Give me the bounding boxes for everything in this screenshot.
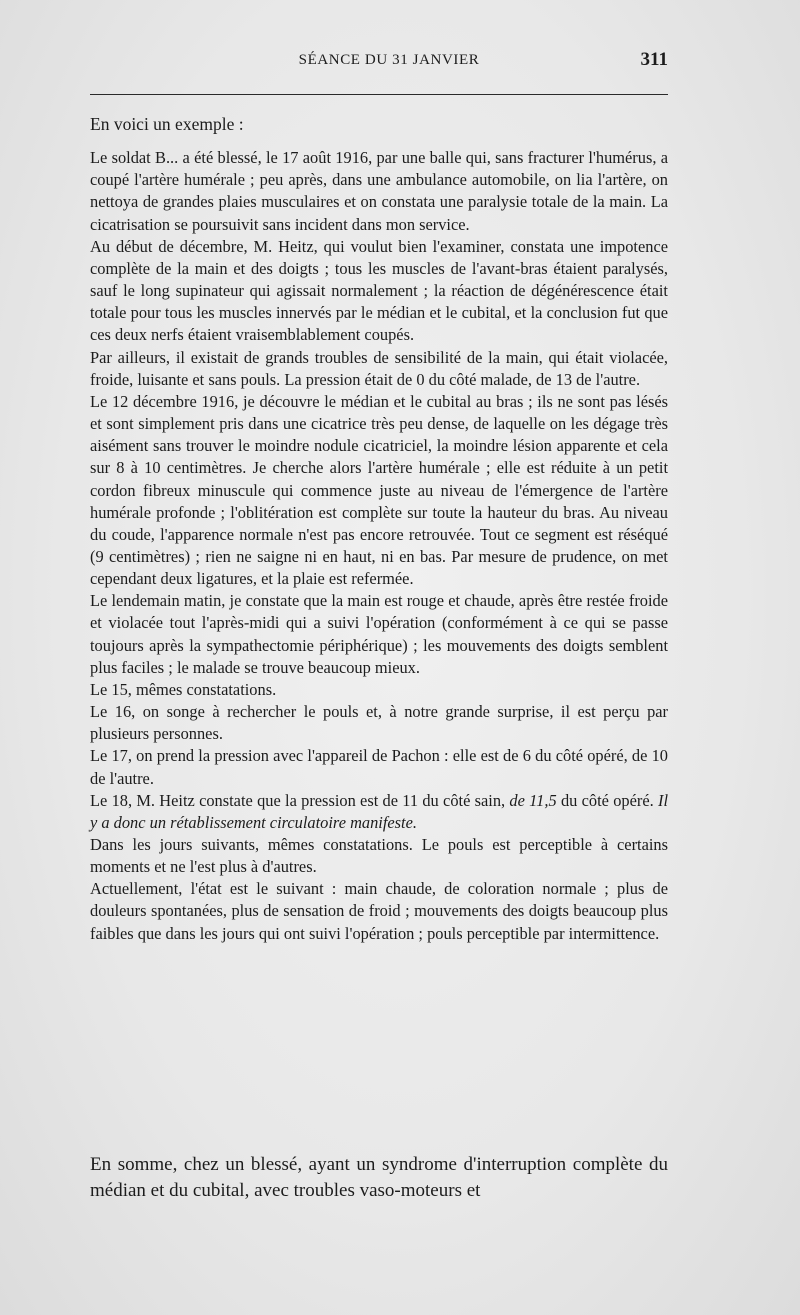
paragraph-18-italic-end: Il y a donc un rétablissement circulatoire manifeste. xyxy=(90,790,668,832)
header-rule xyxy=(90,94,668,95)
paragraph: Le 12 décembre 1916, je découvre le médian et le cubital au bras ; ils ne sont pas lésés et sont simplement pris dans une cicatrice très peu dense, de laquelle on les dégage très aisément sans trouver le moindre nodule cicatriciel, la moindre lésion apparente et cela sur 8 à 10 centimètres. Je cherche alors l'artère humérale ; elle est réduite à un petit cordon fibreux minuscule qui commence juste au niveau de l'émergence de l'artère humérale profonde ; l'oblitération est complète sur toute la hauteur du bras. Au niveau du coude, l'apparence normale n'est pas encore retrouvée. Tout ce segment est réséqué (9 centimètres) ; rien ne saigne ni en haut, ni en bas. Par mesure de prudence, on met cependant deux ligatures, et la plaie est refermée. xyxy=(90,391,668,589)
paragraph: Actuellement, l'état est le suivant : main chaude, de coloration normale ; plus de douleurs spontanées, plus de sensation de froid ; mouvements des doigts beaucoup plus faibles que dans les jours qui ont suivi l'opération ; pouls perceptible par intermittence. xyxy=(90,879,668,943)
paragraph-pressure-result xyxy=(90,790,668,834)
paragraph-18-italic-value: de 11,5 xyxy=(509,790,557,810)
paragraph: Le 15, mêmes constatations. xyxy=(90,679,277,699)
running-title: SÉANCE DU 31 JANVIER xyxy=(298,52,480,68)
body-text xyxy=(90,113,668,945)
paragraph: Le soldat B... a été blessé, le 17 août 1916, par une balle qui, sans fracturer l'humérus, a coupé l'artère humérale ; peu après, dans une ambulance automobile, on lia l'artère, on nettoya de grandes plaies musculaires et on constata une paralysie totale de la main. La cicatrisation se poursuivit sans incident dans mon service. xyxy=(90,148,668,234)
intro-line: En voici un exemple : xyxy=(90,114,244,134)
paragraph: Au début de décembre, M. Heitz, qui voulut bien l'examiner, constata une impotence complète de la main et des doigts ; tous les muscles de l'avant-bras étaient paralysés, sauf le long supinateur qui agissait normalement ; la réaction de dégénérescence était totale pour tous les muscles innervés par le médian et le cubital, et la conclusion fut que ces deux nerfs étaient vraisemblablement coupés. xyxy=(90,236,668,345)
page-header xyxy=(90,49,668,78)
paragraph: Le lendemain matin, je constate que la main est rouge et chaude, après être restée froide et violacée tout l'après-midi qui a suivi l'opération (conformément à ce qui se passe toujours après la sympathectomie périphérique) ; les mouvements des doigts semblent plus faciles ; le malade se trouve beaucoup mieux. xyxy=(90,591,668,677)
paragraph: Dans les jours suivants, mêmes constatations. Le pouls est perceptible à certains moments et ne l'est plus à d'autres. xyxy=(90,835,668,877)
closing-paragraph: En somme, chez un blessé, ayant un syndrome d'interruption complète du médian et du cubital, avec troubles vaso-moteurs et xyxy=(90,1154,668,1201)
paragraph-18-middle: du côté opéré. xyxy=(556,790,658,810)
paragraph: Le 16, on songe à rechercher le pouls et, à notre grande surprise, il est perçu par plusieurs personnes. xyxy=(90,702,668,744)
paragraph: Par ailleurs, il existait de grands troubles de sensibilité de la main, qui était violacée, froide, luisante et sans pouls. La pression était de 0 du côté malade, de 13 de l'autre. xyxy=(90,347,668,389)
page-number: 311 xyxy=(640,49,668,70)
paragraph: Le 17, on prend la pression avec l'appareil de Pachon : elle est de 6 du côté opéré, de 10 de l'autre. xyxy=(90,746,668,788)
paragraph-18-start: Le 18, M. Heitz constate que la pression est de 11 du côté sain, xyxy=(90,790,510,810)
